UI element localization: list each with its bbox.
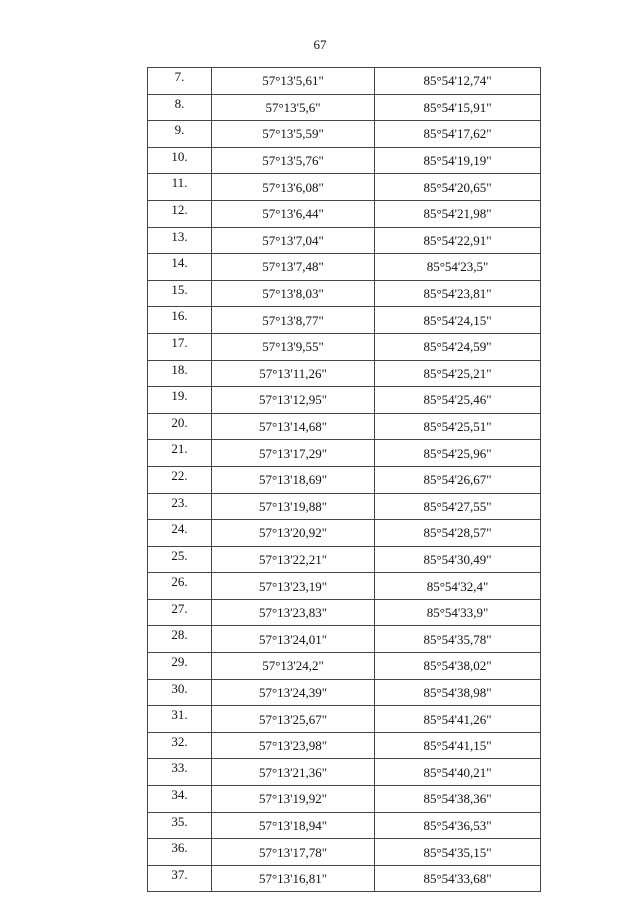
longitude-cell: 85°54'23,5"	[375, 254, 541, 281]
longitude-cell: 85°54'23,81"	[375, 280, 541, 307]
longitude-cell: 85°54'12,74"	[375, 68, 541, 95]
point-number-cell: 11.	[148, 174, 212, 201]
point-number-cell: 25.	[148, 546, 212, 573]
table-row	[148, 174, 541, 201]
longitude-cell: 85°54'25,21"	[375, 360, 541, 387]
point-number-cell: 16.	[148, 307, 212, 334]
latitude-cell: 57°13'23,98"	[212, 732, 375, 759]
table-row	[148, 307, 541, 334]
longitude-cell: 85°54'40,21"	[375, 759, 541, 786]
table-row	[148, 706, 541, 733]
latitude-cell: 57°13'22,21"	[212, 546, 375, 573]
table-row	[148, 466, 541, 493]
longitude-cell: 85°54'28,57"	[375, 520, 541, 547]
point-number-cell: 15.	[148, 280, 212, 307]
point-number-cell: 23.	[148, 493, 212, 520]
latitude-cell: 57°13'8,77"	[212, 307, 375, 334]
point-number-cell: 37.	[148, 865, 212, 892]
longitude-cell: 85°54'35,15"	[375, 839, 541, 866]
longitude-cell: 85°54'38,36"	[375, 786, 541, 813]
point-number-cell: 21.	[148, 440, 212, 467]
latitude-cell: 57°13'24,2"	[212, 653, 375, 680]
point-number-cell: 30.	[148, 679, 212, 706]
table-row	[148, 599, 541, 626]
point-number-cell: 8.	[148, 94, 212, 121]
point-number-cell: 14.	[148, 254, 212, 281]
longitude-cell: 85°54'26,67"	[375, 466, 541, 493]
latitude-cell: 57°13'23,19"	[212, 573, 375, 600]
coordinates-table-body	[148, 68, 541, 892]
longitude-cell: 85°54'36,53"	[375, 812, 541, 839]
table-row	[148, 493, 541, 520]
table-row	[148, 626, 541, 653]
table-row	[148, 573, 541, 600]
point-number-cell: 20.	[148, 413, 212, 440]
latitude-cell: 57°13'21,36"	[212, 759, 375, 786]
table-row	[148, 413, 541, 440]
table-row	[148, 94, 541, 121]
point-number-cell: 35.	[148, 812, 212, 839]
latitude-cell: 57°13'18,94"	[212, 812, 375, 839]
latitude-cell: 57°13'19,92"	[212, 786, 375, 813]
point-number-cell: 10.	[148, 147, 212, 174]
point-number-cell: 27.	[148, 599, 212, 626]
table-row	[148, 254, 541, 281]
table-row	[148, 812, 541, 839]
point-number-cell: 26.	[148, 573, 212, 600]
latitude-cell: 57°13'11,26"	[212, 360, 375, 387]
latitude-cell: 57°13'19,88"	[212, 493, 375, 520]
latitude-cell: 57°13'23,83"	[212, 599, 375, 626]
longitude-cell: 85°54'25,51"	[375, 413, 541, 440]
table-row	[148, 68, 541, 95]
point-number-cell: 32.	[148, 732, 212, 759]
latitude-cell: 57°13'24,01"	[212, 626, 375, 653]
latitude-cell: 57°13'12,95"	[212, 387, 375, 414]
coordinates-table	[147, 67, 541, 892]
longitude-cell: 85°54'35,78"	[375, 626, 541, 653]
longitude-cell: 85°54'41,15"	[375, 732, 541, 759]
longitude-cell: 85°54'41,26"	[375, 706, 541, 733]
longitude-cell: 85°54'19,19"	[375, 147, 541, 174]
longitude-cell: 85°54'27,55"	[375, 493, 541, 520]
page-number: 67	[313, 37, 327, 52]
table-row	[148, 227, 541, 254]
latitude-cell: 57°13'7,48"	[212, 254, 375, 281]
latitude-cell: 57°13'5,76"	[212, 147, 375, 174]
table-row	[148, 200, 541, 227]
point-number-cell: 19.	[148, 387, 212, 414]
table-row	[148, 520, 541, 547]
table-row	[148, 865, 541, 892]
latitude-cell: 57°13'20,92"	[212, 520, 375, 547]
point-number-cell: 31.	[148, 706, 212, 733]
point-number-cell: 12.	[148, 200, 212, 227]
point-number-cell: 33.	[148, 759, 212, 786]
latitude-cell: 57°13'9,55"	[212, 333, 375, 360]
point-number-cell: 24.	[148, 520, 212, 547]
latitude-cell: 57°13'17,78"	[212, 839, 375, 866]
table-row	[148, 147, 541, 174]
latitude-cell: 57°13'16,81"	[212, 865, 375, 892]
longitude-cell: 85°54'21,98"	[375, 200, 541, 227]
latitude-cell: 57°13'5,61"	[212, 68, 375, 95]
table-row	[148, 360, 541, 387]
point-number-cell: 7.	[148, 68, 212, 95]
point-number-cell: 28.	[148, 626, 212, 653]
point-number-cell: 29.	[148, 653, 212, 680]
longitude-cell: 85°54'24,15"	[375, 307, 541, 334]
latitude-cell: 57°13'8,03"	[212, 280, 375, 307]
latitude-cell: 57°13'5,6"	[212, 94, 375, 121]
latitude-cell: 57°13'24,39"	[212, 679, 375, 706]
point-number-cell: 9.	[148, 121, 212, 148]
latitude-cell: 57°13'14,68"	[212, 413, 375, 440]
table-row	[148, 679, 541, 706]
point-number-cell: 18.	[148, 360, 212, 387]
latitude-cell: 57°13'25,67"	[212, 706, 375, 733]
point-number-cell: 13.	[148, 227, 212, 254]
longitude-cell: 85°54'20,65"	[375, 174, 541, 201]
point-number-cell: 34.	[148, 786, 212, 813]
point-number-cell: 22.	[148, 466, 212, 493]
longitude-cell: 85°54'38,98"	[375, 679, 541, 706]
table-row	[148, 121, 541, 148]
table-row	[148, 333, 541, 360]
longitude-cell: 85°54'33,68"	[375, 865, 541, 892]
point-number-cell: 36.	[148, 839, 212, 866]
latitude-cell: 57°13'6,44"	[212, 200, 375, 227]
table-row	[148, 732, 541, 759]
longitude-cell: 85°54'33,9"	[375, 599, 541, 626]
table-row	[148, 440, 541, 467]
longitude-cell: 85°54'17,62"	[375, 121, 541, 148]
longitude-cell: 85°54'32,4"	[375, 573, 541, 600]
table-row	[148, 653, 541, 680]
latitude-cell: 57°13'7,04"	[212, 227, 375, 254]
longitude-cell: 85°54'15,91"	[375, 94, 541, 121]
longitude-cell: 85°54'30,49"	[375, 546, 541, 573]
table-row	[148, 786, 541, 813]
table-row	[148, 839, 541, 866]
longitude-cell: 85°54'38,02"	[375, 653, 541, 680]
latitude-cell: 57°13'5,59"	[212, 121, 375, 148]
latitude-cell: 57°13'18,69"	[212, 466, 375, 493]
longitude-cell: 85°54'22,91"	[375, 227, 541, 254]
table-row	[148, 280, 541, 307]
longitude-cell: 85°54'25,46"	[375, 387, 541, 414]
table-row	[148, 546, 541, 573]
latitude-cell: 57°13'6,08"	[212, 174, 375, 201]
longitude-cell: 85°54'25,96"	[375, 440, 541, 467]
longitude-cell: 85°54'24,59"	[375, 333, 541, 360]
latitude-cell: 57°13'17,29"	[212, 440, 375, 467]
point-number-cell: 17.	[148, 333, 212, 360]
table-row	[148, 387, 541, 414]
table-row	[148, 759, 541, 786]
